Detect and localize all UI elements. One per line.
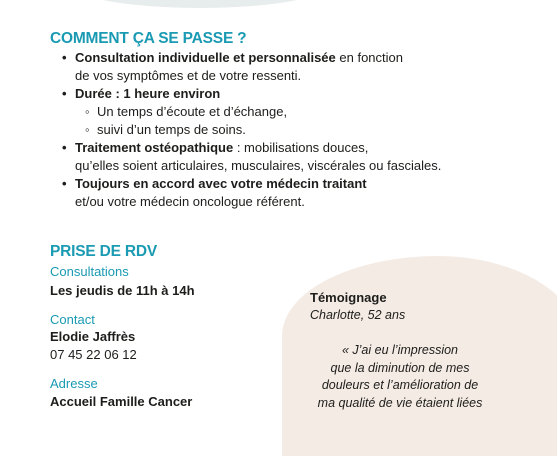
contact-label: Contact — [50, 312, 95, 327]
bullet-accord: • Toujours en accord avec votre médecin traitant — [75, 175, 367, 193]
testimonial-quote — [300, 342, 500, 412]
accord-line2: et/ou votre médecin oncologue référent. — [75, 194, 305, 209]
consultations-value: Les jeudis de 11h à 14h — [50, 283, 195, 298]
consultation-rest: en fonction — [335, 50, 403, 65]
consultation-bold: Consultation individuelle et personnalisée — [75, 50, 336, 65]
testimonial-title: Témoignage — [310, 290, 387, 305]
quote-line1: « J’ai eu l’impression — [341, 343, 459, 357]
traitement-line2: qu’elles soient articulaires, musculaires, viscérales ou fasciales. — [75, 158, 442, 173]
address-label: Adresse — [50, 376, 98, 391]
bullet-duree: • Durée : 1 heure environ — [75, 85, 220, 103]
testimonial-author: Charlotte, 52 ans — [310, 308, 406, 322]
section-title-comment: COMMENT ÇA SE PASSE ? — [50, 30, 247, 47]
traitement-bold: Traitement ostéopathique — [75, 140, 234, 155]
contact-name: Elodie Jaffrès — [50, 329, 136, 344]
consultations-label: Consultations — [50, 264, 129, 279]
consultation-line2: de vos symptômes et de votre ressenti. — [75, 68, 302, 83]
bullet-traitement — [75, 139, 368, 157]
traitement-rest: : mobilisations douces, — [233, 140, 369, 155]
contact-phone: 07 45 22 06 12 — [50, 347, 137, 362]
sub-bullet-ecoute: ◦ Un temps d’écoute et d’échange, — [97, 103, 287, 121]
address-value: Accueil Famille Cancer — [50, 394, 193, 409]
sub-bullet-soins: ◦ suivi d’un temps de soins. — [97, 121, 246, 139]
quote-line4: ma qualité de vie étaient liées — [317, 395, 483, 410]
decorative-blob-top — [70, 0, 330, 8]
quote-line3: douleurs et l’amélioration de — [321, 378, 479, 392]
section-title-rdv: PRISE DE RDV — [50, 243, 157, 260]
bullet-consultation — [75, 49, 403, 67]
quote-line2: que la diminution de mes — [330, 360, 470, 375]
